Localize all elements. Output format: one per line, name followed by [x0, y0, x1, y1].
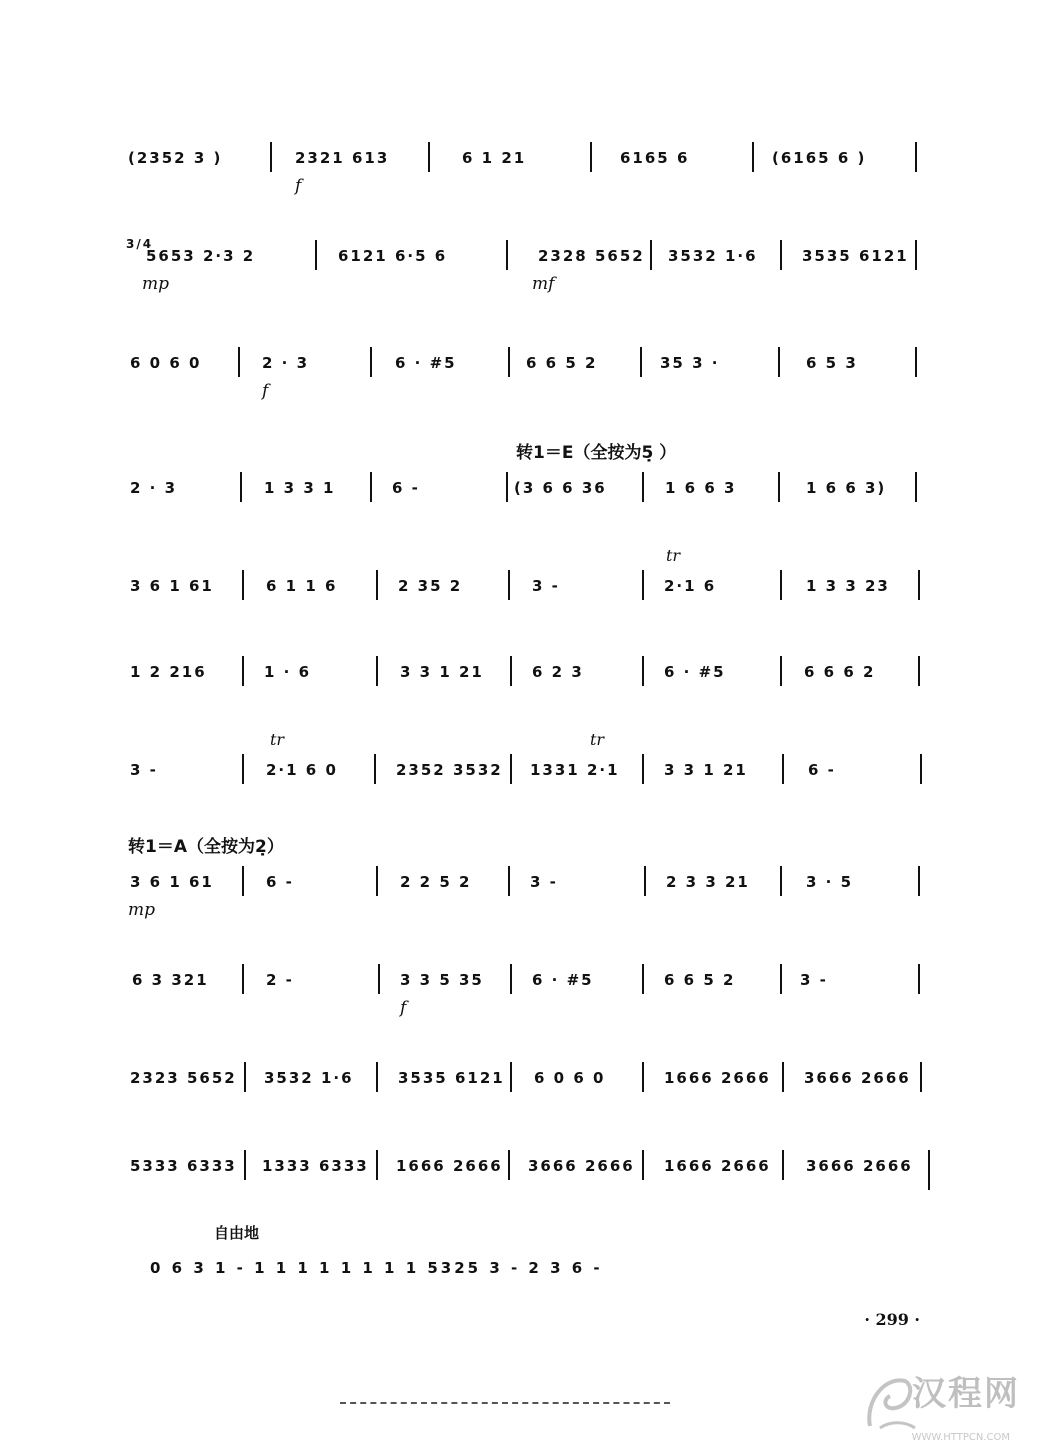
- barline: [642, 754, 644, 784]
- measure: 3 -: [130, 761, 158, 779]
- measure: 2·1 6 0: [266, 761, 338, 779]
- measure: 2 2 5 2: [400, 873, 472, 891]
- barline: [508, 347, 510, 377]
- barline: [918, 964, 920, 994]
- measure: 2 3 3 21: [666, 873, 750, 891]
- barline: [780, 964, 782, 994]
- barline: [780, 866, 782, 896]
- measure: 1 6 6 3: [665, 479, 737, 497]
- measure: 2·1 6: [664, 577, 717, 595]
- footer-divider: [340, 1402, 670, 1404]
- measure: 2 35 2: [398, 577, 463, 595]
- measure: 6 6 5 2: [664, 971, 736, 989]
- tempo-marking: 自由地: [214, 1224, 260, 1242]
- barline: [508, 570, 510, 600]
- measure: 3532 1·6: [264, 1069, 354, 1087]
- measure: 6 1 21: [462, 149, 527, 167]
- barline: [642, 472, 644, 502]
- barline: [242, 964, 244, 994]
- cadenza-line: 0 6 3 1 - 1 1 1 1 1 1 1 1 5325 3 - 2 3 6 -: [150, 1259, 603, 1277]
- measure: 6 · #5: [532, 971, 594, 989]
- barline: [240, 472, 242, 502]
- barline: [510, 754, 512, 784]
- barline: [508, 1150, 510, 1180]
- measure: 1 6 6 3): [806, 479, 887, 497]
- measure: 3666 2666: [806, 1157, 913, 1175]
- barline: [242, 754, 244, 784]
- measure: 1666 2666: [664, 1069, 771, 1087]
- barline: [506, 472, 508, 502]
- barline: [778, 347, 780, 377]
- measure: 2323 5652: [130, 1069, 237, 1087]
- barline: [378, 964, 380, 994]
- barline: [920, 1062, 922, 1092]
- barline: [918, 570, 920, 600]
- page-number: · 299 ·: [864, 1310, 920, 1329]
- key-change-label: 转1＝A（全按为2̣）: [128, 837, 284, 857]
- trill-mark: tr: [590, 730, 605, 749]
- measure: 6 · #5: [664, 663, 726, 681]
- measure: 3666 2666: [804, 1069, 911, 1087]
- measure: 6 3 321: [132, 971, 209, 989]
- barline: [650, 240, 652, 270]
- barline: [244, 1150, 246, 1180]
- barline: [376, 656, 378, 686]
- barline: [642, 656, 644, 686]
- barline: [238, 347, 240, 377]
- measure: 1 · 6: [264, 663, 312, 681]
- trill-mark: tr: [666, 546, 681, 565]
- dynamic-mark: f: [295, 176, 302, 196]
- measure: 5653 2·3 2: [146, 247, 256, 265]
- barline: [376, 1062, 378, 1092]
- barline: [780, 240, 782, 270]
- measure: 1 2 216: [130, 663, 207, 681]
- barline: [510, 1062, 512, 1092]
- dynamic-mark: mf: [532, 274, 555, 294]
- trill-mark: tr: [270, 730, 285, 749]
- barline: [270, 142, 272, 172]
- measure: (3 6 6 36: [514, 479, 607, 497]
- dynamic-mark: f: [262, 381, 269, 401]
- barline: [780, 570, 782, 600]
- measure: 3666 2666: [528, 1157, 635, 1175]
- measure: 2352 3532: [396, 761, 503, 779]
- measure: 6 6 5 2: [526, 354, 598, 372]
- measure: 3 6 1 61: [130, 873, 214, 891]
- measure: 1666 2666: [664, 1157, 771, 1175]
- barline: [315, 240, 317, 270]
- measure: 3 · 5: [806, 873, 854, 891]
- barline: [428, 142, 430, 172]
- barline: [920, 754, 922, 784]
- barline: [915, 240, 917, 270]
- barline: [376, 570, 378, 600]
- measure: (6165 6 ): [772, 149, 867, 167]
- barline: [370, 347, 372, 377]
- barline: [782, 1150, 784, 1180]
- watermark-logo-icon: [860, 1366, 920, 1436]
- barline: [928, 1150, 930, 1190]
- barline: [642, 1062, 644, 1092]
- barline: [508, 866, 510, 896]
- measure: 3 6 1 61: [130, 577, 214, 595]
- measure: 3 3 1 21: [664, 761, 748, 779]
- measure: 2 -: [266, 971, 294, 989]
- measure: 3 -: [532, 577, 560, 595]
- measure: 6165 6: [620, 149, 690, 167]
- dynamic-mark: mp: [142, 274, 170, 294]
- measure: 5333 6333: [130, 1157, 237, 1175]
- measure: 6 0 6 0: [534, 1069, 606, 1087]
- measure: 3 -: [530, 873, 558, 891]
- measure: 3535 6121: [802, 247, 909, 265]
- barline: [782, 1062, 784, 1092]
- barline: [640, 347, 642, 377]
- barline: [374, 754, 376, 784]
- barline: [242, 656, 244, 686]
- measure: 1333 6333: [262, 1157, 369, 1175]
- barline: [642, 570, 644, 600]
- barline: [244, 1062, 246, 1092]
- barline: [590, 142, 592, 172]
- measure: 1666 2666: [396, 1157, 503, 1175]
- barline: [915, 142, 917, 172]
- barline: [242, 866, 244, 896]
- measure: 6 -: [808, 761, 836, 779]
- measure: 3 3 1 21: [400, 663, 484, 681]
- measure: 3 3 5 35: [400, 971, 484, 989]
- measure: 2 · 3: [130, 479, 178, 497]
- measure: 6121 6·5 6: [338, 247, 448, 265]
- measure: 2 · 3: [262, 354, 310, 372]
- measure: 6 6 6 2: [804, 663, 876, 681]
- time-signature: 3/4: [126, 237, 154, 251]
- dynamic-mark: f: [400, 998, 407, 1018]
- measure: 6 0 6 0: [130, 354, 202, 372]
- barline: [506, 240, 508, 270]
- barline: [915, 347, 917, 377]
- measure: 1 3 3 1: [264, 479, 336, 497]
- barline: [376, 866, 378, 896]
- barline: [642, 1150, 644, 1180]
- barline: [644, 866, 646, 896]
- key-change-label: 转1＝E（全按为5̣ ）: [516, 443, 677, 463]
- measure: (2352 3 ): [128, 149, 223, 167]
- measure: 1331 2·1: [530, 761, 620, 779]
- measure: 3532 1·6: [668, 247, 758, 265]
- barline: [376, 1150, 378, 1180]
- measure: 6 -: [392, 479, 420, 497]
- barline: [782, 754, 784, 784]
- measure: 2328 5652: [538, 247, 645, 265]
- measure: 2321 613: [295, 149, 390, 167]
- barline: [780, 656, 782, 686]
- dynamic-mark: mp: [128, 900, 156, 920]
- barline: [642, 964, 644, 994]
- measure: 1 3 3 23: [806, 577, 890, 595]
- watermark-url: WWW.HTTPCN.COM: [911, 1432, 1010, 1443]
- barline: [510, 964, 512, 994]
- barline: [752, 142, 754, 172]
- barline: [915, 472, 917, 502]
- measure: 6 1 1 6: [266, 577, 338, 595]
- barline: [370, 472, 372, 502]
- barline: [918, 866, 920, 896]
- measure: 6 · #5: [395, 354, 457, 372]
- barline: [242, 570, 244, 600]
- barline: [778, 472, 780, 502]
- measure: 3 -: [800, 971, 828, 989]
- measure: 6 5 3: [806, 354, 858, 372]
- measure: 6 2 3: [532, 663, 584, 681]
- measure: 3535 6121: [398, 1069, 505, 1087]
- measure: 6 -: [266, 873, 294, 891]
- watermark-text: 汉程网: [912, 1374, 1020, 1414]
- barline: [918, 656, 920, 686]
- measure: 35 3 ·: [660, 354, 720, 372]
- barline: [510, 656, 512, 686]
